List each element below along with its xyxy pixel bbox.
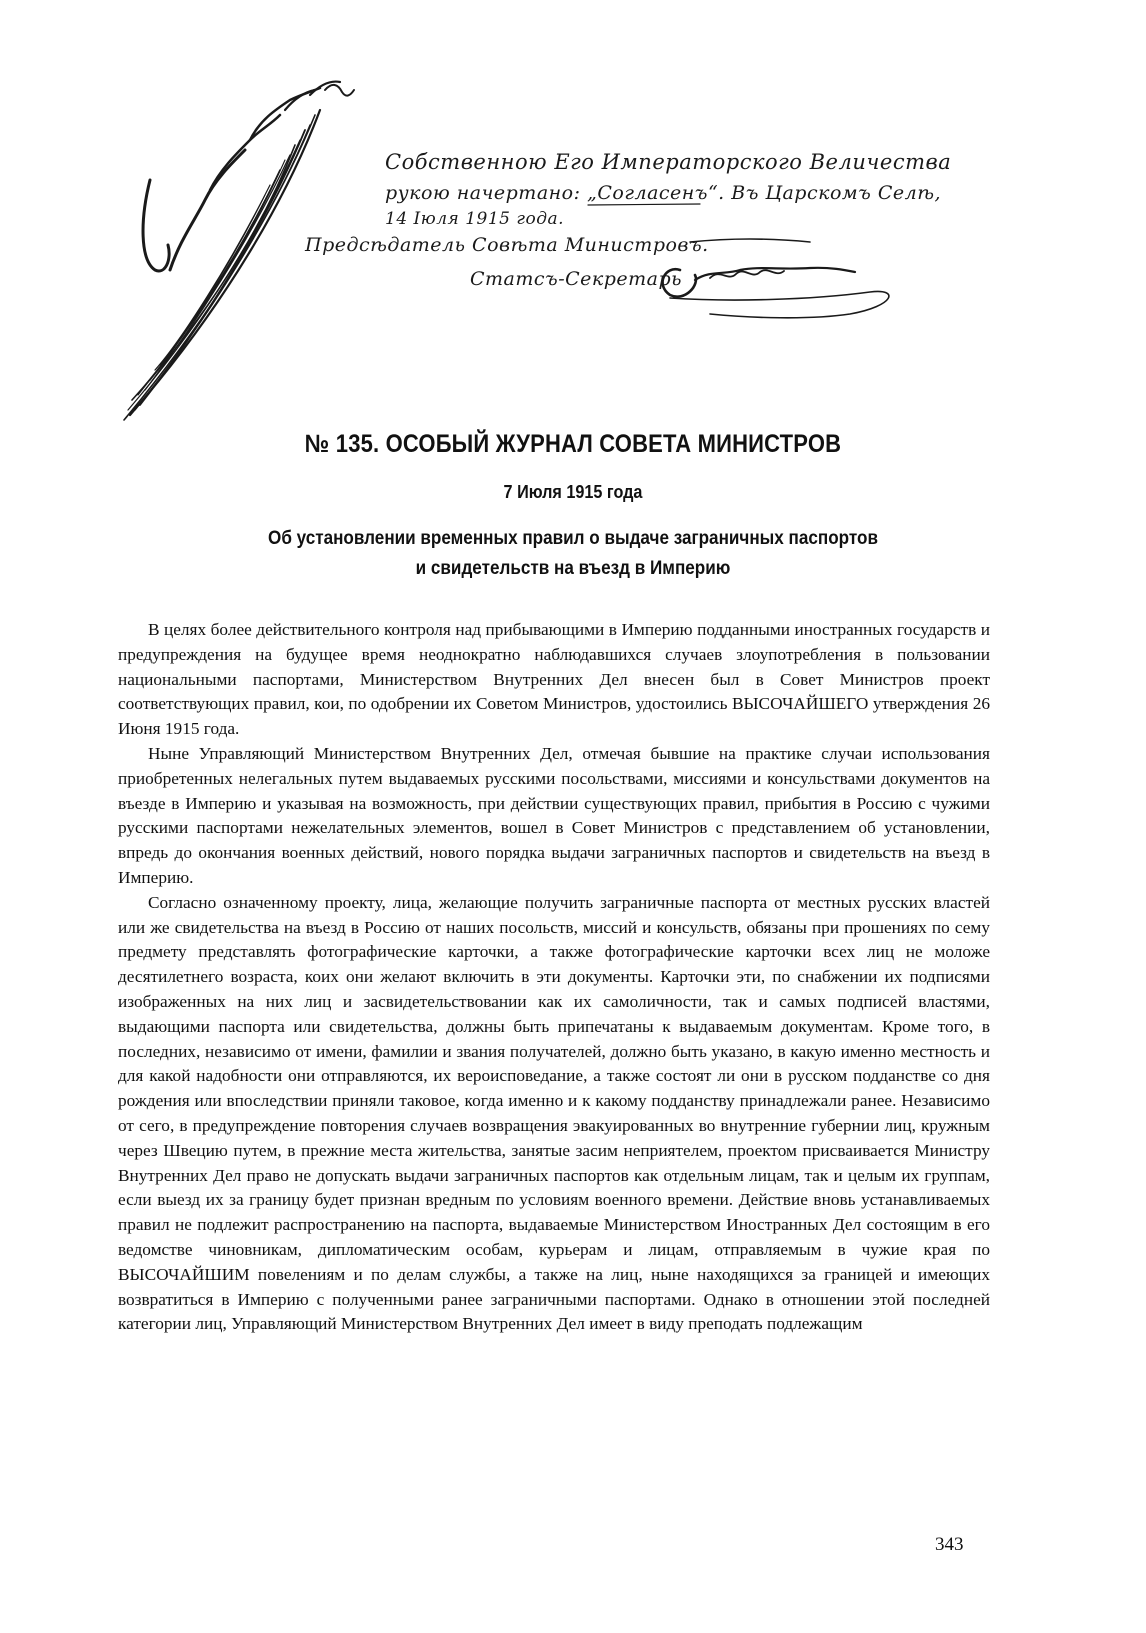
resolution-line: 14 Іюля 1915 года.: [385, 209, 565, 229]
subject-line: Об установлении временных правил о выдаче заграничных паспортов: [268, 528, 878, 549]
document-title: № 135. ОСОБЫЙ ЖУРНАЛ СОВЕТА МИНИСТРОВ: [304, 430, 842, 458]
resolution-line: рукою начертано: „Согласенъ“. Въ Царскомъ Селѣ,: [385, 182, 942, 204]
body-text: [118, 618, 990, 1337]
handwritten-resolution: [110, 70, 952, 440]
paragraph: Ныне Управляющий Министерством Внутренних Дел, отмечая бывшие на практике случаи использования приобретенных нелегальных путем выдаваемых русскими посольствами, миссиями и консульствами документов на въезде в Империю и указывая на возможность, при действии существующих правил, прибытия в Россию с чужими русскими паспортами нежелательных элементов, вошел в Совет Министров с представлением об установлении, впредь до окончания военных действий, нового порядка выдачи заграничных паспортов и свидетельств на въезд в Империю.: [118, 743, 990, 887]
document-subject: [57, 524, 1088, 584]
resolution-line: Собственною Его Императорского Величества: [385, 150, 952, 174]
resolution-line: Предсѣдатель Совѣта Министровъ.: [305, 234, 709, 256]
page-number: 343: [935, 1534, 964, 1555]
subject-line: и свидетельств на въезд в Империю: [415, 558, 731, 579]
resolution-line: Статсъ-Секретарь: [470, 268, 683, 290]
paragraph: Согласно означенному проекту, лица, желающие получить заграничные паспорта от местных русских властей или же свидетельства на въезд в Россию от наших посольств, миссий и консульств, обязаны при прошениях по сему предмету представлять фотографические карточки, а также фотографические карточки всех лиц не моложе десятилетнего возраста, коих они желают включить в эти документы. Карточки эти, по снабжении их подписями изображенных на них лиц и засвидетельствовании как их самоличности, так и самых подписей властями, выдающими паспорта или свидетельства, должны быть припечатаны к выдаваемым документам. Кроме того, в последних, независимо от имени, фамилии и звания получателей, должно быть указано, в какую именно местность и для какой надобности они отправляются, их вероисповедание, а также состоят ли они в русском подданстве со дня рождения или впоследствии приняли таковое, когда именно и к какому подданству принадлежали ранее. Независимо от сего, в предупреждение повторения случаев возвращения эвакуированных во внутренние губернии лиц, кружным через Швецию путем, в прежние места жительства, занятые засим неприятелем, проектом присваивается Министру Внутренних Дел право не допускать выдачи заграничных паспортов как отдельным лицам, так и целым их группам, если выезд их за границу будет признан вредным по условиям военного времени. Действие вновь устанавливаемых правил не подлежит распространению на паспорта, выдаваемые Министерством Иностранных Дел состоящим в его ведомстве чиновникам, дипломатическим особам, курьерам и лицам, отправляемым в чужие края по ВЫСОЧАЙШИМ повелениям и по делам службы, а также на лиц, ныне находящихся за границей и имеющих возвратиться в Империю с полученными ранее заграничными паспортами. Однако в отношении этой последней категории лиц, Управляющий Министерством Внутренних Дел имеет в виду преподать подлежащим: [118, 892, 990, 1334]
paragraph: В целях более действительного контроля над прибывающими в Империю подданными иностранных государств и предупреждения на будущее время неоднократно наблюдавшихся случаев злоупотребления в пользовании национальными паспортами, Министерством Внутренних Дел внесен был в Совет Министров проект соответствующих правил, кои, по одобрении их Советом Министров, удостоились ВЫСОЧАЙШЕГО утверждения 26 Июня 1915 года.: [118, 620, 990, 739]
document-date: 7 Июля 1915 года: [503, 482, 643, 502]
